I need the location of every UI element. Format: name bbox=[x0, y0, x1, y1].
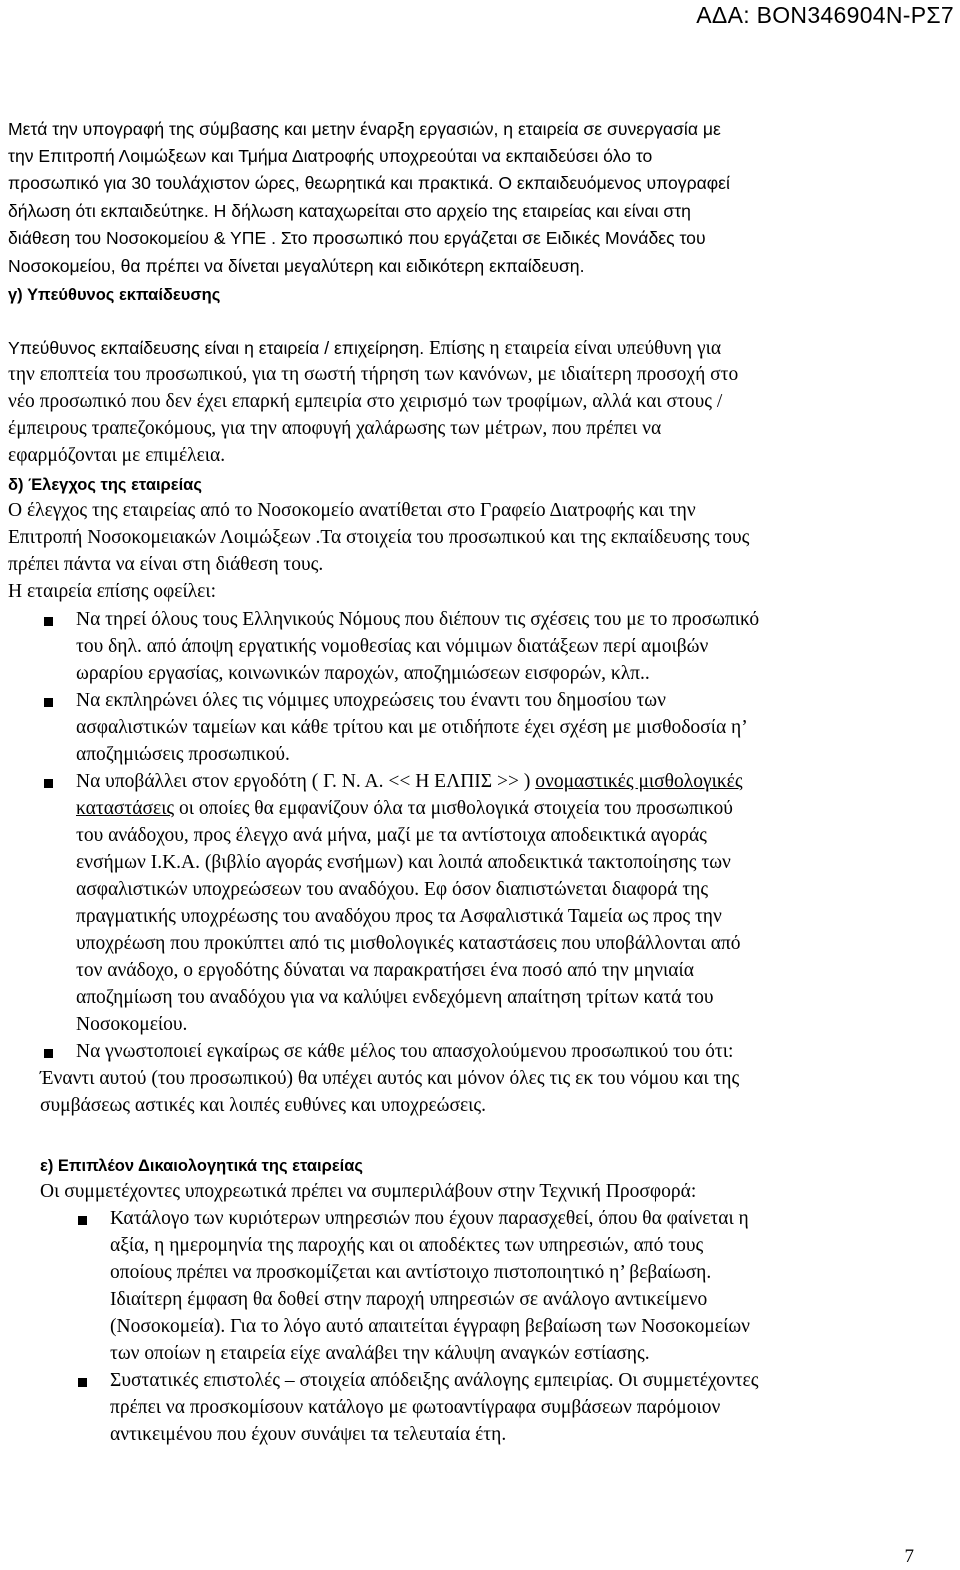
obligation-line: ασφαλιστικών ταμείων και κάθε τρίτου και με οτιδήποτε έχει σχέση με μισθοδοσία η’ bbox=[76, 717, 748, 738]
obligation-line: ασφαλιστικών υποχρεώσεων του αναδόχου. Εφ όσον διαπιστώνεται διαφορά της bbox=[76, 879, 709, 900]
requirement-line: Κατάλογο των κυριότερων υπηρεσιών που έχουν παρασχεθεί, όπου θα φαίνεται η bbox=[110, 1208, 749, 1229]
bullet-square-icon bbox=[44, 1049, 53, 1058]
requirement-line: (Νοσοκομεία). Για το λόγο αυτό απαιτείται έγγραφη βεβαίωση των Νοσοκομείων bbox=[110, 1316, 750, 1337]
requirement-line: αντικειμένου που έχουν συνάψει τα τελευταία έτη. bbox=[110, 1424, 507, 1445]
section-g-line: την εποπτεία του προσωπικού, για τη σωστή τήρηση των κανόνων, με ιδιαίτερη προσοχή στο bbox=[8, 364, 739, 385]
obligation-line: ενσήμων Ι.Κ.Α. (βιβλίο αγοράς ενσήμων) και λοιπά αποδεικτικά τακτοποίησης των bbox=[76, 852, 731, 873]
section-d-heading: δ) Έλεγχος της εταιρείας bbox=[8, 476, 202, 494]
section-g-line1: Υπεύθυνος εκπαίδευσης είναι η εταιρεία / επιχείρηση. bbox=[8, 338, 425, 358]
ada-code: ΑΔΑ: ΒΟΝ346904Ν-ΡΣ7 bbox=[696, 2, 954, 28]
obligation-line: αποζημίωση του αναδόχου για να καλύψει ενδεχόμενη απαίτηση τρίτων κατά του bbox=[76, 987, 714, 1008]
section-g-line: νέο προσωπικό που δεν έχει επαρκή εμπειρία στο χειρισμό των τροφίμων, αλλά και στους / bbox=[8, 391, 723, 412]
bullet-square-icon bbox=[78, 1378, 87, 1387]
requirement-line: πρέπει να προσκομίσουν κατάλογο με φωτοαντίγραφα συμβάσεων παρόμοιον bbox=[110, 1397, 721, 1418]
section-d-line: Ο έλεγχος της εταιρείας από το Νοσοκομείο ανατίθεται στο Γραφείο Διατροφής και την bbox=[8, 500, 696, 521]
section-d-line: Επιτροπή Νοσοκομειακών Λοιμώξεων .Τα στοιχεία του προσωπικού και της εκπαίδευσης τους bbox=[8, 527, 750, 548]
obligation-line: αποζημιώσεις προσωπικού. bbox=[76, 744, 290, 765]
section-e-intro: Οι συμμετέχοντες υποχρεωτικά πρέπει να συμπεριλάβουν στην Τεχνική Προσφορά: bbox=[40, 1181, 697, 1202]
obligation-line: υποχρέωση που προκύπτει από τις μισθολογικές καταστάσεις που υποβάλλονται από bbox=[76, 933, 741, 954]
intro-line: την Επιτροπή Λοιμώξεων και Τμήμα Διατροφής υποχρεούται να εκπαιδεύσει όλο το bbox=[8, 146, 653, 166]
page-number: 7 bbox=[904, 1546, 914, 1567]
obligation-text: Να υποβάλλει στον εργοδότη ( Γ. Ν. Α. << Η ΕΛΠΙΣ >> ) bbox=[76, 771, 531, 792]
intro-line: Νοσοκομείου, θα πρέπει να δίνεται μεγαλύτερη και ειδικότερη εκπαίδευση. bbox=[8, 256, 585, 276]
obligation-line: τον ανάδοχο, ο εργοδότης δύναται να παρακρατήσει ένα ποσό από την μηνιαία bbox=[76, 960, 694, 981]
section-g-line: εφαρμόζονται με επιμέλεια. bbox=[8, 445, 226, 466]
obligation-line: Να γνωστοποιεί εγκαίρως σε κάθε μέλος του απασχολούμενου προσωπικού του ότι: bbox=[76, 1041, 734, 1062]
obligation-line: πραγματικής υποχρέωσης του αναδόχου προς τα Ασφαλιστικά Ταμεία ως προς την bbox=[76, 906, 722, 927]
section-d-line: Η εταιρεία επίσης οφείλει: bbox=[8, 581, 217, 602]
bullet-square-icon bbox=[44, 698, 53, 707]
intro-line: δήλωση ότι εκπαιδεύτηκε. Η δήλωση καταχωρείται στο αρχείο της εταιρείας και είναι στη bbox=[8, 201, 691, 221]
obligation-line: ωραρίου εργασίας, κοινωνικών παροχών, αποζημιώσεων εισφορών, κλπ.. bbox=[76, 663, 650, 684]
obligation-line: του ανάδοχου, προς έλεγχο ανά μήνα, μαζί με τα αντίστοιχα αποδεικτικά αγοράς bbox=[76, 825, 707, 846]
requirement-line: οποίους πρέπει να προσκομίζεται και αντίστοιχο πιστοποιητικό η’ βεβαίωση. bbox=[110, 1262, 712, 1283]
obligation-line: του δηλ. από άποψη εργατικής νομοθεσίας και νόμιμων διατάξεων περί αμοιβών bbox=[76, 636, 709, 657]
obligation-line: συμβάσεως αστικές και λοιπές ευθύνες και υποχρεώσεις. bbox=[40, 1095, 487, 1116]
section-g-line bbox=[8, 335, 721, 362]
intro-line: προσωπικό για 30 τουλάχιστον ώρες, θεωρητικά και πρακτικά. Ο εκπαιδευόμενος υπογραφεί bbox=[8, 173, 730, 193]
bullet-square-icon bbox=[78, 1216, 87, 1225]
requirement-line: Ιδιαίτερη έμφαση θα δοθεί στην παροχή υπηρεσιών σε ανάλογο αντικείμενο bbox=[110, 1289, 708, 1310]
section-d-line: πρέπει πάντα να είναι στη διάθεση τους. bbox=[8, 554, 324, 575]
section-g-line1-rest: Επίσης η εταιρεία είναι υπεύθυνη για bbox=[424, 338, 722, 359]
bullet-square-icon bbox=[44, 617, 53, 626]
requirement-line: αξία, η ημερομηνία της παροχής και οι αποδέκτες των υπηρεσιών, από τους bbox=[110, 1235, 704, 1256]
section-e-heading: ε) Επιπλέον Δικαιολογητικά της εταιρείας bbox=[40, 1157, 363, 1175]
bullet-square-icon bbox=[44, 779, 53, 788]
section-g-line: έμπειρους τραπεζοκόμους, για την αποφυγή χαλάρωσης των μέτρων, που πρέπει να bbox=[8, 418, 662, 439]
requirement-line: Συστατικές επιστολές – στοιχεία απόδειξης ανάλογης εμπειρίας. Οι συμμετέχοντες bbox=[110, 1370, 759, 1391]
section-g-heading: γ) Υπεύθυνος εκπαίδευσης bbox=[8, 286, 221, 304]
obligation-line: Να τηρεί όλους τους Ελληνικούς Νόμους που διέπουν τις σχέσεις του με το προσωπικό bbox=[76, 609, 760, 630]
intro-line: διάθεση του Νοσοκομείου & ΥΠΕ . Στο προσωπικό που εργάζεται σε Ειδικές Μονάδες του bbox=[8, 228, 706, 248]
obligation-line: Να εκπληρώνει όλες τις νόμιμες υποχρεώσεις του έναντι του δημοσίου των bbox=[76, 690, 666, 711]
obligation-line bbox=[76, 796, 733, 822]
obligation-line: Νοσοκομείου. bbox=[76, 1014, 188, 1035]
obligation-line: Έναντι αυτού (του προσωπικού) θα υπέχει αυτός και μόνον όλες τις εκ του νόμου και της bbox=[40, 1068, 740, 1089]
obligation-text: οι οποίες θα εμφανίζουν όλα τα μισθολογικά στοιχεία του προσωπικού bbox=[174, 798, 733, 819]
underlined-term: ονομαστικές μισθολογικές bbox=[535, 771, 743, 792]
underlined-term: καταστάσεις bbox=[76, 798, 175, 819]
obligation-line bbox=[76, 769, 743, 795]
requirement-line: των οποίων η εταιρεία είχε αναλάβει την κάλυψη αναγκών εστίασης. bbox=[110, 1343, 650, 1364]
intro-line: Μετά την υπογραφή της σύμβασης και μετην έναρξη εργασιών, η εταιρεία σε συνεργασία με bbox=[8, 119, 721, 139]
